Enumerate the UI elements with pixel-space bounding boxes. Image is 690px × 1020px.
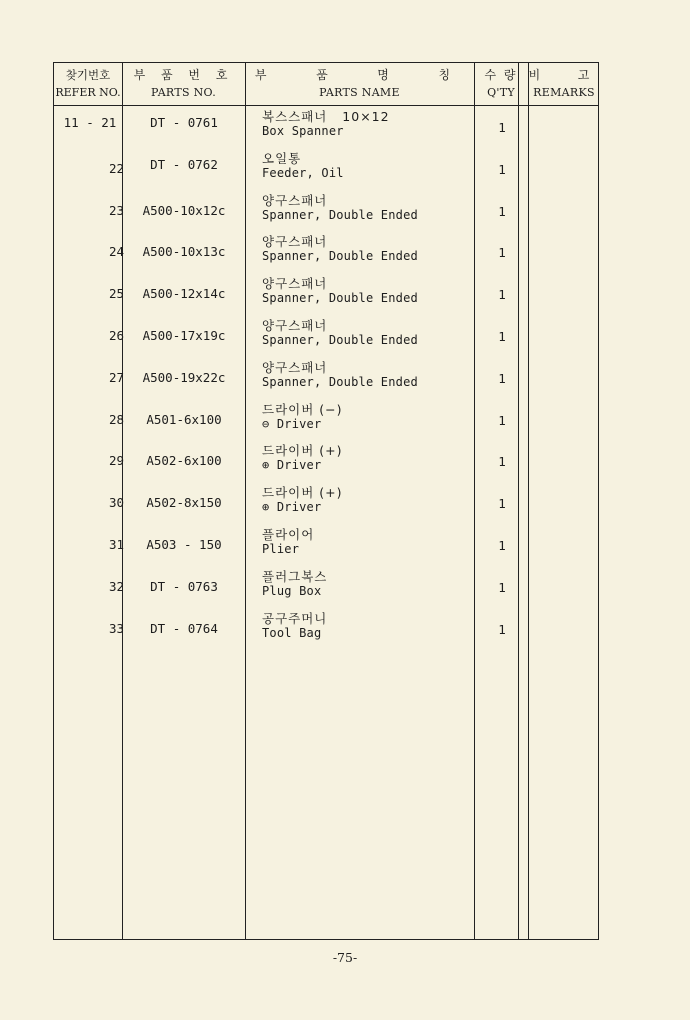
qty-cell: 1 [498, 329, 506, 344]
parts-name-english: Spanner, Double Ended [262, 249, 418, 264]
header-parts-name-en: PARTS NAME [319, 86, 400, 99]
qty-cell: 1 [498, 538, 506, 553]
parts-name-english: Plug Box [262, 583, 322, 598]
refer-no-cell: 11 - 21 [63, 115, 117, 130]
parts-name-cell [262, 612, 474, 640]
parts-name-english: Box Spanner [262, 124, 344, 138]
header-qty [474, 63, 528, 105]
table-row [54, 318, 600, 364]
refer-no-cell: 26 [108, 328, 124, 343]
parts-no-cell: DT - 0761 [150, 115, 218, 130]
qty-cell: 1 [498, 161, 506, 177]
qty-cell: 1 [498, 370, 506, 386]
parts-name-korean: 양구스패너 [262, 234, 328, 250]
qty-cell: 1 [498, 454, 506, 470]
header-refer-no [54, 63, 122, 105]
parts-no-cell: A500-17x19c [142, 328, 226, 343]
refer-no-cell: 24 [108, 244, 124, 260]
qty-cell: 1 [498, 621, 506, 637]
refer-no-cell: 32 [108, 578, 124, 594]
parts-name-cell [262, 361, 474, 389]
parts-name-korean: 플라이어 [262, 527, 315, 542]
header-qty-ko: 수 량 [484, 68, 518, 82]
header-parts-no-ko: 부 품 번 호 [133, 68, 234, 82]
table-row [54, 527, 600, 573]
refer-no-cell: 25 [108, 286, 124, 302]
qty-cell: 1 [498, 412, 506, 428]
table-row [54, 401, 600, 448]
parts-name-korean: 양구스패너 [262, 359, 328, 375]
parts-name-cell [262, 319, 474, 347]
parts-no-cell: DT - 0762 [150, 156, 218, 172]
header-parts-name-ko: 부 품 명 칭 [254, 68, 465, 82]
header-remarks-en: REMARKS [533, 86, 595, 99]
parts-name-korean: 공구주머니 [262, 610, 328, 626]
parts-name-cell [262, 194, 474, 222]
qty-cell: 1 [498, 120, 506, 135]
refer-no-cell: 31 [108, 537, 124, 552]
header-parts-no-en: PARTS NO. [151, 86, 216, 99]
parts-name-cell [262, 110, 474, 138]
parts-name-english: Spanner, Double Ended [262, 207, 418, 222]
parts-name-korean: 드라이버 (+) [262, 485, 343, 501]
header-qty-en: Q'TY [487, 86, 515, 99]
table-row [54, 359, 600, 406]
table-row [54, 109, 600, 155]
parts-name-cell [262, 152, 474, 180]
parts-name-english: Tool Bag [262, 625, 322, 640]
page-number: -75- [332, 950, 358, 965]
parts-name-korean: 양구스패너 [262, 276, 328, 292]
refer-no-cell: 22 [108, 160, 124, 176]
parts-name-english: Spanner, Double Ended [262, 333, 418, 347]
parts-no-cell: A503 - 150 [146, 537, 222, 552]
header-divider [54, 105, 598, 106]
qty-cell: 1 [498, 496, 506, 512]
parts-name-english: Spanner, Double Ended [262, 291, 418, 306]
parts-no-cell: A500-19x22c [142, 369, 226, 385]
table-row [54, 568, 600, 615]
parts-name-cell [262, 277, 474, 305]
qty-cell: 1 [498, 579, 506, 595]
table-row [54, 234, 600, 280]
parts-name-korean: 복스스패너 10×12 [262, 109, 390, 124]
parts-no-cell: A500-10x13c [142, 244, 226, 260]
table-row [54, 485, 600, 531]
parts-name-english: ⊖ Driver [262, 416, 322, 431]
table-row [54, 443, 600, 489]
parts-no-cell: A500-12x14c [142, 286, 226, 302]
parts-name-english: ⊕ Driver [262, 500, 322, 515]
parts-name-english: Plier [262, 542, 300, 556]
parts-table [53, 62, 599, 940]
parts-name-cell [262, 570, 474, 598]
refer-no-cell: 27 [108, 369, 124, 385]
parts-name-korean: 드라이버 (+) [262, 443, 343, 459]
parts-name-korean: 플러그복스 [262, 568, 328, 584]
refer-no-cell: 33 [108, 620, 124, 636]
header-parts-name [245, 63, 474, 105]
parts-name-korean: 오일통 [262, 150, 302, 166]
qty-cell: 1 [498, 245, 506, 261]
qty-cell: 1 [498, 287, 506, 303]
table-row [54, 610, 600, 657]
parts-name-korean: 양구스패너 [262, 192, 328, 208]
parts-name-cell [262, 486, 474, 514]
parts-name-cell [262, 444, 474, 472]
parts-name-korean: 양구스패너 [262, 318, 328, 333]
header-remarks-ko: 비 고 [528, 68, 600, 82]
parts-name-english: ⊕ Driver [262, 458, 322, 473]
parts-name-english: Feeder, Oil [262, 165, 344, 180]
header-refer-ko: 찾기번호 [65, 68, 111, 82]
parts-name-cell [262, 528, 474, 556]
qty-cell: 1 [498, 203, 506, 219]
parts-no-cell: A500-10x12c [142, 202, 226, 218]
parts-no-cell: A502-8x150 [146, 495, 222, 511]
refer-no-cell: 28 [108, 411, 124, 427]
parts-no-cell: A502-6x100 [146, 453, 222, 469]
refer-no-cell: 29 [108, 453, 124, 469]
table-row [54, 276, 600, 322]
parts-name-english: Spanner, Double Ended [262, 374, 418, 389]
header-refer-en: REFER NO. [55, 86, 121, 99]
parts-no-cell: DT - 0764 [150, 620, 218, 636]
parts-no-cell: DT - 0763 [150, 578, 218, 594]
parts-name-cell [262, 403, 474, 431]
refer-no-cell: 30 [108, 495, 124, 511]
parts-name-cell [262, 235, 474, 263]
header-parts-no [122, 63, 245, 105]
refer-no-cell: 23 [108, 202, 124, 218]
table-row [54, 150, 600, 197]
parts-no-cell: A501-6x100 [146, 411, 222, 427]
parts-name-korean: 드라이버 (−) [262, 401, 343, 417]
table-row [54, 192, 600, 239]
header-remarks [528, 63, 600, 105]
